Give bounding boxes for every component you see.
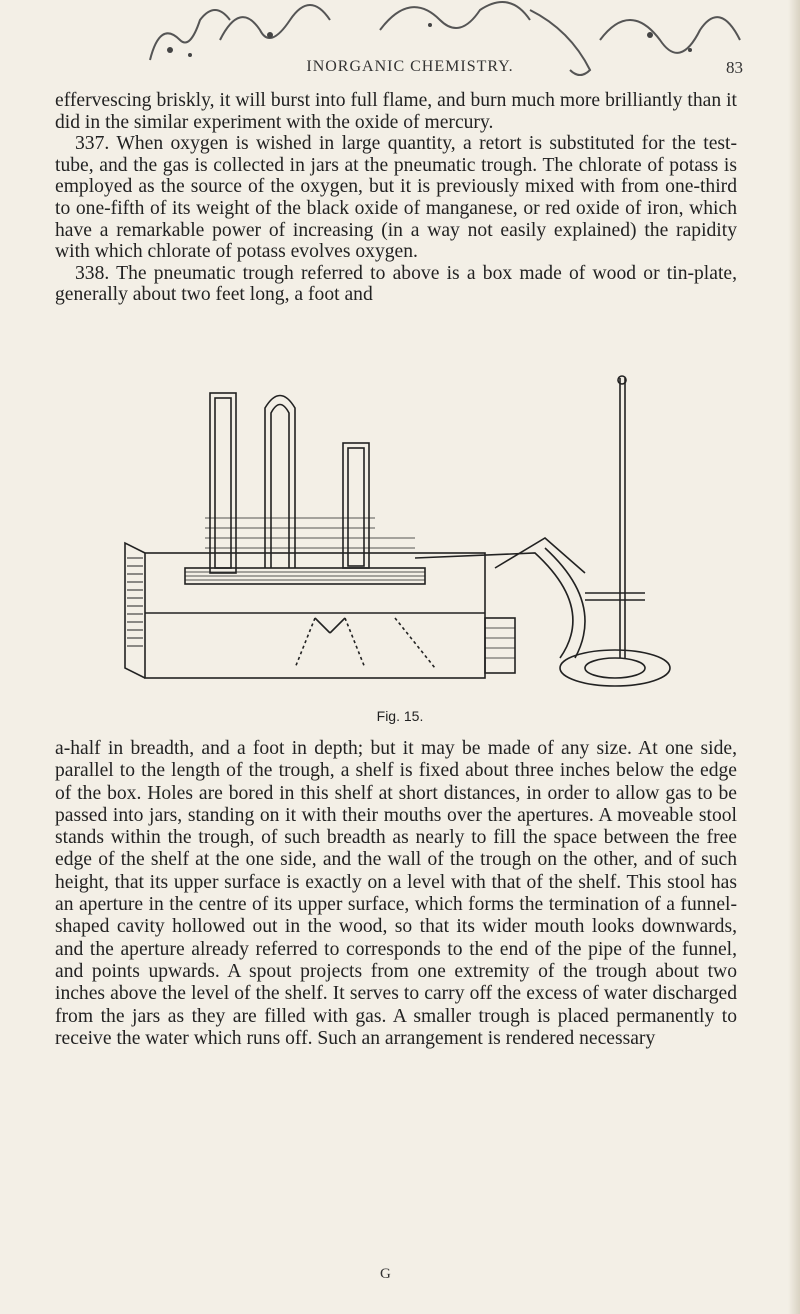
running-head: INORGANIC CHEMISTRY.: [306, 58, 514, 75]
pneumatic-trough-illustration: [115, 368, 685, 688]
page-number: 83: [726, 58, 743, 77]
paragraph: a-half in breadth, and a foot in depth; but it may be made of any size. At one side, parallel to the length of the trough, a shelf is fixed about three inches below the edge of the box. Holes are bored in this shelf at short distances, in order to allow gas to be passed into jars, standing on it with their mouths over the apertures. A moveable stool stands within the trough, of such breadth as nearly to fill the space between the free edge of the shelf at the one side, and the wall of the trough on the other, and of such height, that its upper surface is exactly on a level with that of the shelf. This stool has an aperture in the centre of its upper surface, which forms the termination of a funnel-shaped cavity hollowed out in the wood, so that its wider mouth looks downwards, and the aperture already referred to corresponds to the end of the pipe of the funnel, and points upwards. A spout projects from one extremity of the trough about two inches above the level of the shelf. It serves to carry off the excess of water discharged from the jars as they are filled with gas. A smaller trough is placed permanently to receive the water which runs off. Such an arrangement is rendered necessary: [55, 738, 737, 1049]
text-block-top: [55, 90, 737, 306]
paragraph: 338. The pneumatic trough referred to above is a box made of wood or tin-plate, generally about two feet long, a foot and: [55, 262, 737, 306]
paragraph: 337. When oxygen is wished in large quantity, a retort is substituted for the test-tube, and the gas is collected in jars at the pneumatic trough. The chlorate of potass is employed as the source of the oxygen, but it is previously mixed with from one-third to one-fifth of its weight of the black oxide of manganese, or red oxide of iron, which have a remarkable power of increasing (in a way not easily explained) the rapidity with which chlorate of potass evolves oxygen.: [55, 133, 737, 263]
page-edge-shadow: [788, 0, 800, 1314]
signature-mark: G: [380, 1266, 391, 1282]
paragraph: effervescing briskly, it will burst into full flame, and burn much more brilliantly than it did in the similar experiment with the oxide of mercury.: [55, 90, 737, 133]
figure-caption: Fig. 15.: [376, 708, 424, 724]
decorative-header-ornament: [130, 0, 770, 90]
text-block-bottom: [55, 738, 737, 1050]
